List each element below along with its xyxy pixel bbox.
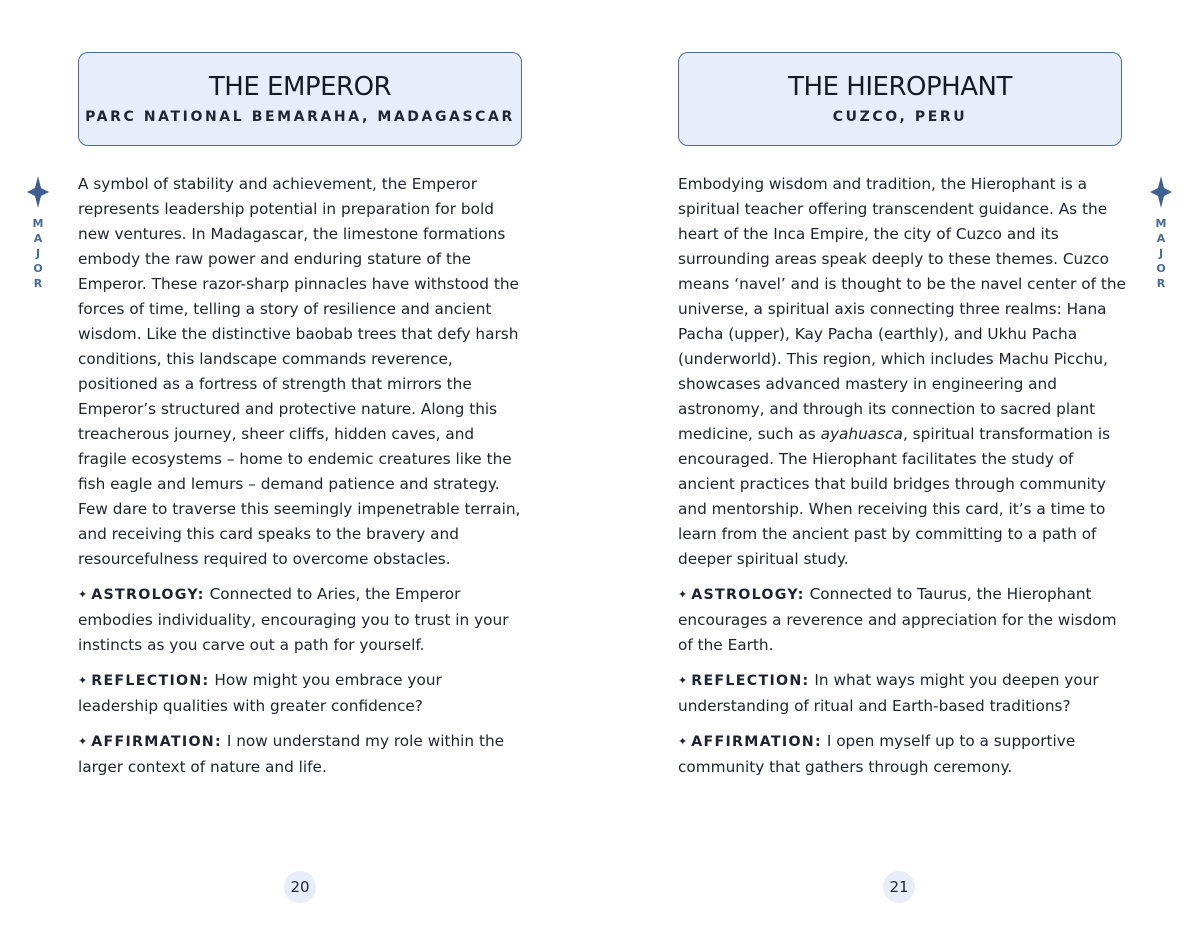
right-page xyxy=(600,0,1200,936)
card-description xyxy=(78,172,526,780)
diamond-bullet-icon: ✦ xyxy=(678,588,688,601)
card-title: THE EMPEROR xyxy=(208,72,392,102)
page-number: 21 xyxy=(883,871,915,903)
major-arcana-tab xyxy=(1149,176,1173,291)
description-paragraph: Embodying wisdom and tradition, the Hierophant is a spiritual teacher offering transcendent guidance. As the heart of the Inca Empire, the city of Cuzco and its surrounding areas speak deeply to these themes. Cuzco means ‘navel’ and is thought to be the navel center of the universe, a spiritual axis connecting three realms: Hana Pacha (upper), Kay Pacha (earthly), and Ukhu Pacha (underworld). This region, which includes Machu Picchu, showcases advanced mastery in engineering and astronomy, and through its connection to sacred plant medicine, such as ayahuasca, spiritual transformation is encouraged. The Hierophant facilitates the study of ancient practices that build bridges through community and mentorship. When receiving this card, it’s a time to learn from the ancient past by committing to a path of deeper spiritual study. xyxy=(678,175,1126,568)
diamond-bullet-icon: ✦ xyxy=(678,735,688,748)
reflection-note xyxy=(678,668,1126,719)
affirmation-label: AFFIRMATION: xyxy=(91,734,222,750)
four-point-star-icon xyxy=(27,176,49,208)
card-location: PARC NATIONAL BEMARAHA, MADAGASCAR xyxy=(85,109,515,125)
affirmation-label: AFFIRMATION: xyxy=(691,734,822,750)
affirmation-note xyxy=(678,729,1126,780)
card-header xyxy=(78,52,522,146)
description-paragraph: A symbol of stability and achievement, the Emperor represents leadership potential in preparation for bold new ventures. In Madagascar, the limestone formations embody the raw power and enduring stature of the Emperor. These razor-sharp pinnacles have withstood the forces of time, telling a story of resilience and ancient wisdom. Like the distinctive baobab trees that defy harsh conditions, this landscape commands reverence, positioned as a fortress of strength that mirrors the Emperor’s structured and protective nature. Along this treacherous journey, sheer cliffs, hidden caves, and fragile ecosystems – home to endemic creatures like the fish eagle and lemurs – demand patience and strategy. Few dare to traverse this seemingly impenetrable terrain, and receiving this card speaks to the bravery and resourcefulness required to overcome obstacles. xyxy=(78,175,521,568)
diamond-bullet-icon: ✦ xyxy=(78,588,88,601)
card-description xyxy=(678,172,1126,780)
major-arcana-tab xyxy=(26,176,50,291)
astrology-label: ASTROLOGY: xyxy=(691,587,805,603)
page-number: 20 xyxy=(284,871,316,903)
tab-letters: M A J O R xyxy=(1155,217,1167,290)
four-point-star-icon xyxy=(1150,176,1172,208)
reflection-note xyxy=(78,668,526,719)
reflection-label: REFLECTION: xyxy=(691,673,810,689)
card-title: THE HIEROPHANT xyxy=(788,72,1012,102)
diamond-bullet-icon: ✦ xyxy=(78,735,88,748)
reflection-text: How might you embrace your leadership qualities with greater confidence? xyxy=(78,671,442,715)
astrology-note xyxy=(78,582,526,658)
tab-letters: M A J O R xyxy=(32,217,44,290)
italic-term: ayahuasca xyxy=(820,425,903,443)
affirmation-text: I now understand my role within the larger context of nature and life. xyxy=(78,732,505,776)
affirmation-text: I open myself up to a supportive community that gathers through ceremony. xyxy=(678,732,1076,776)
diamond-bullet-icon: ✦ xyxy=(78,674,88,687)
astrology-text: Connected to Aries, the Emperor embodies individuality, encouraging you to trust in your instincts as you carve out a path for yourself. xyxy=(78,585,509,654)
diamond-bullet-icon: ✦ xyxy=(678,674,688,687)
reflection-text: In what ways might you deepen your understanding of ritual and Earth-based traditions? xyxy=(678,671,1099,715)
card-header xyxy=(678,52,1122,146)
astrology-note xyxy=(678,582,1126,658)
astrology-text: Connected to Taurus, the Hierophant encourages a reverence and appreciation for the wisdom of the Earth. xyxy=(678,585,1117,654)
reflection-label: REFLECTION: xyxy=(91,673,210,689)
card-location: CUZCO, PERU xyxy=(832,109,968,125)
astrology-label: ASTROLOGY: xyxy=(91,587,205,603)
affirmation-note xyxy=(78,729,526,780)
